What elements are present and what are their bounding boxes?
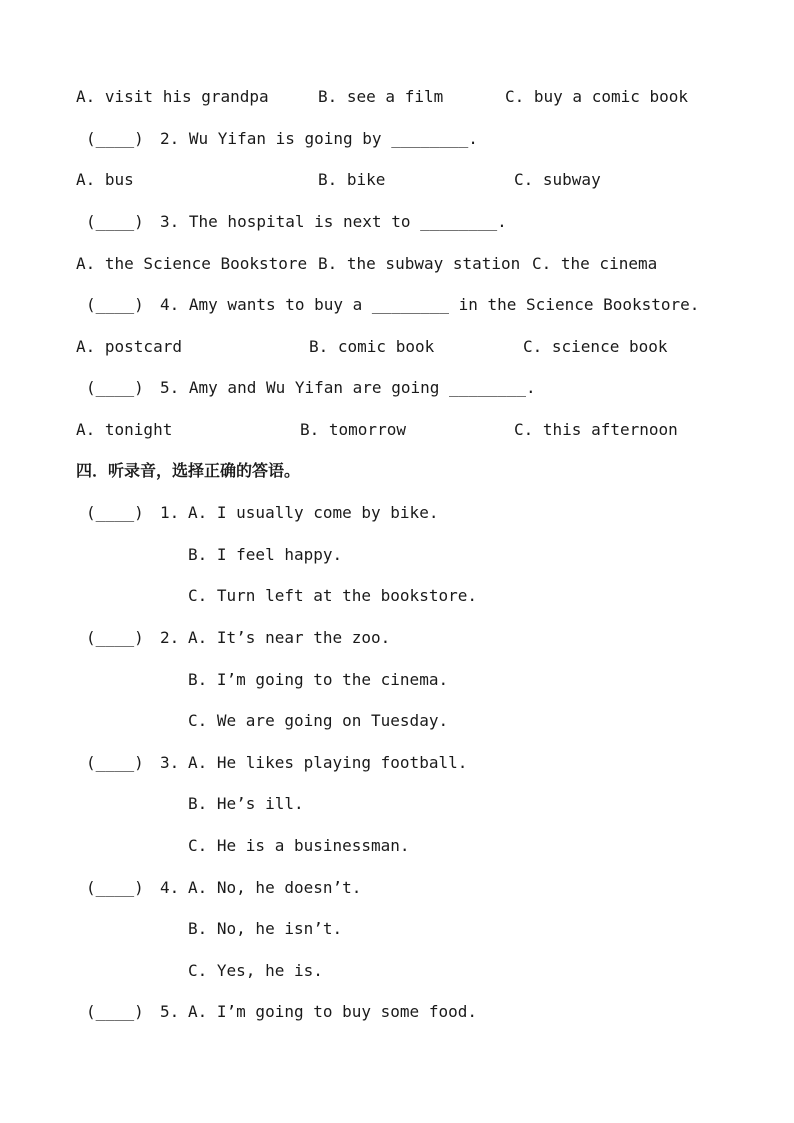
p4-q4-option-a: A. No, he doesn’t. <box>188 878 362 897</box>
q3-stem: 3. The hospital is next to ________. <box>160 212 507 231</box>
p4-q2-option-b: B. I’m going to the cinema. <box>188 670 449 689</box>
q5-stem: 5. Amy and Wu Yifan are going ________. <box>160 378 536 397</box>
q3-option-a: A. the Science Bookstore <box>76 254 308 273</box>
q3-option-c: C. the cinema <box>532 254 658 273</box>
p4-q1-answer-blank[interactable]: (____) <box>86 503 144 522</box>
q4-option-b: B. comic book <box>309 337 435 356</box>
q3-answer-blank[interactable]: (____) <box>86 212 144 231</box>
p4-q3-option-b: B. He’s ill. <box>188 794 304 813</box>
q1-option-b: B. see a film <box>318 87 444 106</box>
q4-answer-blank[interactable]: (____) <box>86 295 144 314</box>
q2-option-b: B. bike <box>318 170 386 189</box>
p4-q3-option-a: A. He likes playing football. <box>188 753 468 772</box>
p4-q4-option-c: C. Yes, he is. <box>188 961 323 980</box>
q2-option-a: A. bus <box>76 170 134 189</box>
p4-q1-option-a: A. I usually come by bike. <box>188 503 439 522</box>
q1-option-a: A. visit his grandpa <box>76 87 269 106</box>
p4-q3-answer-blank[interactable]: (____) <box>86 753 144 772</box>
p4-q2-option-a: A. It’s near the zoo. <box>188 628 391 647</box>
q4-option-a: A. postcard <box>76 337 182 356</box>
q3-option-b: B. the subway station <box>318 254 521 273</box>
q5-answer-blank[interactable]: (____) <box>86 378 144 397</box>
p4-q1-option-b: B. I feel happy. <box>188 545 343 564</box>
q2-option-c: C. subway <box>514 170 601 189</box>
p4-q4-answer-blank[interactable]: (____) <box>86 878 144 897</box>
q4-stem: 4. Amy wants to buy a ________ in the Science Bookstore. <box>160 295 700 314</box>
p4-q1-number: 1. <box>160 503 180 522</box>
p4-q2-option-c: C. We are going on Tuesday. <box>188 711 449 730</box>
p4-q5-number: 5. <box>160 1002 180 1021</box>
p4-q4-number: 4. <box>160 878 180 897</box>
p4-q2-number: 2. <box>160 628 180 647</box>
q2-stem: 2. Wu Yifan is going by ________. <box>160 129 478 148</box>
p4-q3-number: 3. <box>160 753 180 772</box>
p4-q3-option-c: C. He is a businessman. <box>188 836 410 855</box>
q4-option-c: C. science book <box>523 337 668 356</box>
q2-answer-blank[interactable]: (____) <box>86 129 144 148</box>
p4-q1-option-c: C. Turn left at the bookstore. <box>188 586 477 605</box>
q5-option-b: B. tomorrow <box>300 420 406 439</box>
q5-option-a: A. tonight <box>76 420 173 439</box>
p4-q5-option-a: A. I’m going to buy some food. <box>188 1002 477 1021</box>
p4-q2-answer-blank[interactable]: (____) <box>86 628 144 647</box>
section-heading: 四．听录音，选择正确的答语。 <box>76 461 301 480</box>
p4-q5-answer-blank[interactable]: (____) <box>86 1002 144 1021</box>
p4-q4-option-b: B. No, he isn’t. <box>188 919 343 938</box>
q1-option-c: C. buy a comic book <box>505 87 689 106</box>
q5-option-c: C. this afternoon <box>514 420 678 439</box>
